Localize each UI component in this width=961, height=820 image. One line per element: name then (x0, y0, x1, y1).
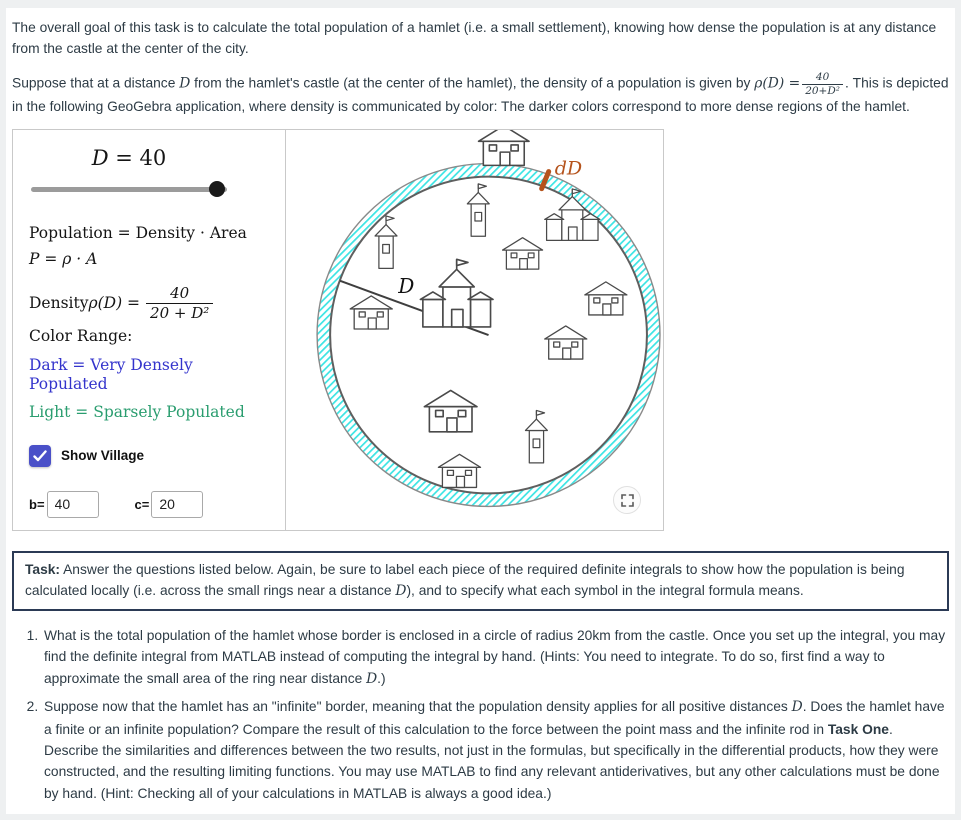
fullscreen-button[interactable] (613, 486, 641, 514)
q2-text-1: Suppose now that the hamlet has an "infinite" border, meaning that the population density applies for all positive distances (44, 699, 792, 715)
ring-inner-outline (330, 177, 647, 494)
c-input[interactable] (151, 491, 203, 518)
applet-control-panel (13, 130, 286, 530)
task-text-2: ), and to specify what each symbol in the integral formula means. (406, 583, 804, 599)
radius-D-label: D (398, 273, 415, 298)
dark-legend-line: Dark = Very Densely Populated (29, 355, 193, 394)
density-word: Density (29, 294, 89, 313)
task-math-D: D (395, 583, 407, 600)
math-rho-expression: ρ(D) = (754, 75, 801, 92)
show-village-label: Show Village (61, 448, 145, 464)
question-item-2 (42, 696, 949, 804)
q2-task-one-ref: Task One (827, 721, 889, 737)
b-input[interactable] (47, 491, 99, 518)
density-expression: ρ(D) = (88, 294, 141, 313)
task-text-1: Answer the questions listed below. Again, be sure to label each piece of the required definite integrals to show how the population is being calculated locally (i.e. across the small rings near a distance (25, 562, 905, 599)
question-item-1 (42, 625, 949, 690)
density-fraction-denominator: 20 + D² (150, 303, 210, 322)
density-fraction (146, 284, 213, 323)
fullscreen-icon (621, 494, 634, 507)
task-instructions-box (12, 551, 949, 611)
q2-math-D: D (791, 699, 803, 716)
task-title: Task: (25, 562, 61, 578)
d-slider[interactable] (31, 180, 227, 198)
light-legend-line: Light = Sparsely Populated (29, 403, 245, 422)
village-map-svg[interactable] (286, 130, 663, 530)
q1-text-1: What is the total population of the hamlet whose border is enclosed in a circle of radius 20km from the castle. Once you set up the integral, you may find the definite integral from MATLAB instead of computing the integral by hand. (Hints: You need to integrate. To do so, first find a way to approximate the small area of the ring near distance (44, 628, 946, 686)
color-range-label: Color Range: (29, 327, 133, 346)
slider-value-label (29, 146, 229, 170)
b-label: b= (29, 496, 45, 512)
density-fraction-numerator: 40 (146, 284, 213, 304)
document-page (6, 8, 955, 814)
math-distance-D: D (179, 75, 191, 92)
intro-p2-text-3: . This is depicted in the following GeoGebra application, where density is communicated by color: The darker colors correspond to more dense regions of the hamlet. (12, 75, 949, 115)
show-village-control[interactable] (29, 445, 271, 467)
applet-graphics-view[interactable] (286, 130, 663, 530)
q1-math-D: D (366, 670, 378, 687)
question-list (12, 625, 949, 804)
show-village-checkbox[interactable] (29, 445, 51, 467)
slider-value-text: = 40 (108, 146, 167, 171)
geogebra-applet (12, 129, 664, 531)
ring-dD-label: dD (554, 157, 583, 180)
checkmark-icon (33, 450, 47, 462)
q1-text-2: .) (377, 670, 386, 686)
inline-density-fraction (802, 71, 843, 97)
q2-text-3: . Describe the similarities and differences between the two results, not just in the formulas, but specifically in the differential products, how they were constructed, and the resulting limiting functions. You may use MATLAB to find any relevant antiderivatives, but any other calculations must be done by hand. (Hint: Checking all of your calculations in MATLAB is always a good idea.) (44, 721, 940, 801)
slider-knob[interactable] (209, 181, 225, 197)
population-area-formula: Population = Density · Area (29, 224, 247, 243)
slider-track[interactable] (31, 187, 227, 192)
fraction-numerator: 40 (802, 71, 843, 85)
c-label: c= (134, 496, 150, 512)
p-rho-a-formula: P = ρ · A (29, 250, 98, 269)
intro-paragraph-2 (12, 71, 949, 118)
slider-variable: D (91, 146, 109, 171)
intro-paragraph-1: The overall goal of this task is to calculate the total population of a hamlet (i.e. a small settlement), knowing how dense the population is at any distance from the castle at the center of the city. (12, 20, 937, 56)
fraction-denominator: 20+D² (805, 84, 840, 97)
q2-text-2: . Does the hamlet have a finite or an infinite population? Compare the result of this calculation to the force between the point mass and the infinite rod in (44, 699, 945, 737)
parameter-inputs (29, 491, 271, 518)
density-formula (29, 284, 271, 323)
intro-p2-text-2: from the hamlet's castle (at the center of the hamlet), the density of a population is given by (190, 75, 755, 91)
intro-p2-text-1: Suppose that at a distance (12, 75, 180, 91)
